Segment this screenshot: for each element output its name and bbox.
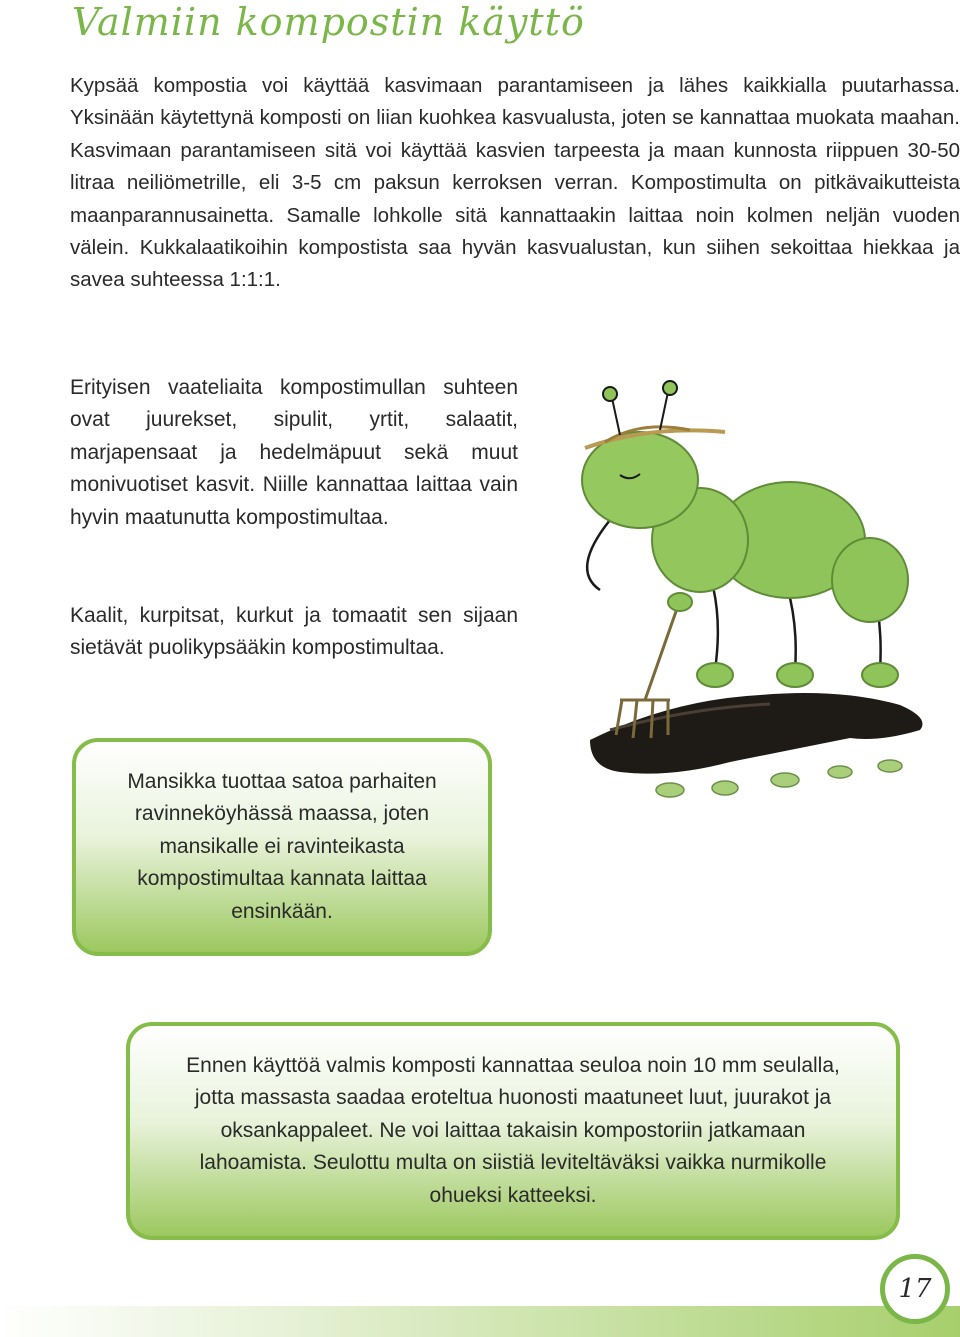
footer-bar — [0, 1306, 960, 1337]
strawberry-note-box — [72, 738, 492, 956]
page-number: 17 — [880, 1254, 950, 1324]
demanding-plants-paragraph: Erityisen vaateliaita kompostimullan suhteen ovat juurekset, sipulit, yrtit, salaatit, marjapensaat ja hedelmäpuut sekä muut monivuotiset kasvit. Niille kannattaa laittaa vain hyvin maatunutta kompostimultaa. — [70, 376, 518, 529]
ant-gardener-illustration — [550, 370, 960, 870]
sieve-note-box — [126, 1022, 900, 1240]
strawberry-note-text: Mansikka tuottaa satoa parhaiten ravinneköyhässä maassa, joten mansikalle ei ravinteikasta kompostimultaa kannata laittaa ensinkään. — [127, 769, 437, 923]
page-title: Valmiin kompostin käyttö — [72, 0, 585, 44]
sieve-note-text: Ennen käyttöä valmis komposti kannattaa seuloa noin 10 mm seulalla, jotta massasta saadaa eroteltua huonosti maatuneet luut, juurakot ja oksankappaleet. Ne voi laittaa takaisin kompostoriin jatkamaan lahoamista. Seulottu multa on siistiä leviteltäväksi vaikka nurmikolle ohueksi katteeksi. — [186, 1053, 840, 1207]
tolerant-plants-paragraph: Kaalit, kurpitsat, kurkut ja tomaatit sen sijaan sietävät puolikypsääkin kompostimultaa. — [70, 604, 518, 660]
intro-paragraph: Kypsää kompostia voi käyttää kasvimaan parantamiseen ja lähes kaikkialla puutarhassa. Yksinään käytettynä komposti on liian kuohkea kasvualusta, joten se kannattaa muokata maahan. Kasvimaan parantamiseen sitä voi käyttää kasvien tarpeesta ja maan kunnosta riippuen 30-50 litraa neiliömetrille, eli 3-5 cm paksun kerroksen verran. Kompostimulta on pitkävaikutteista maanparannusainetta. Samalle lohkolle sitä kannattaakin laittaa noin kolmen neljän vuoden välein. Kukkalaatikoihin kompostista saa hyvän kasvualustan, kun siihen sekoittaa hiekkaa ja savea suhteessa 1:1:1. — [70, 74, 960, 292]
